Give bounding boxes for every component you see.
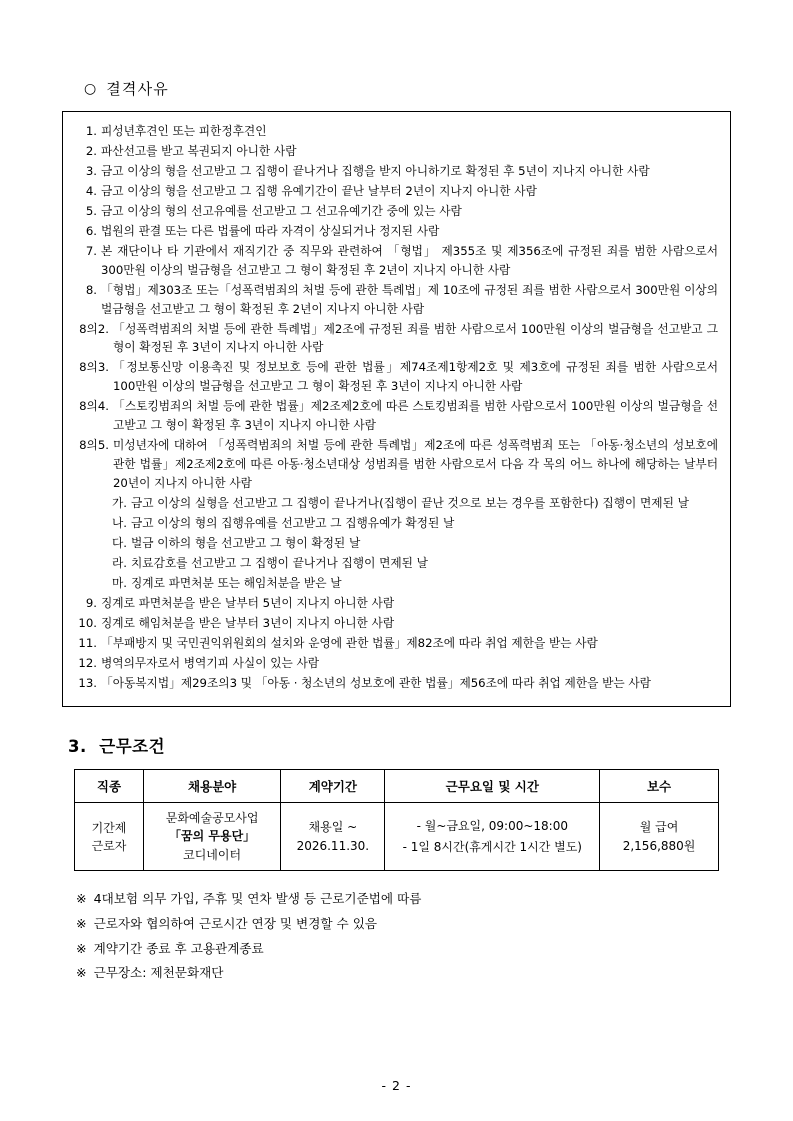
header-period: 계약기간 [281,769,385,802]
list-item-number: 마. [111,575,127,590]
list-item-number: 4. [85,183,97,198]
list-item [75,222,718,241]
list-item-number: 8의4. [79,399,109,414]
cell-job-type [75,802,144,871]
pay-line1: 월 급여 [639,819,679,834]
list-item [75,281,718,319]
cell-period [281,802,385,871]
list-item-number: 2. [85,143,97,158]
list-item [75,162,718,181]
list-item-text: 「부패방지 및 국민권익위원회의 설치와 운영에 관한 법률」제82조에 따라 취업 제한을 받는 사람 [101,635,598,650]
section-title-text: 근무조건 [99,736,166,756]
list-item-number: 8. [85,282,97,297]
list-item-number: 다. [111,536,127,551]
reference-mark-icon: ※ [76,915,87,931]
section-number: 3. [68,736,87,756]
table-row [75,802,719,871]
notes-list [76,887,717,985]
list-item [75,142,718,161]
list-item [75,202,718,221]
disqualification-heading [84,78,733,99]
page-number: - 2 - [381,1078,412,1093]
list-item-text: 징계로 파면처분을 받은 날부터 5년이 지나지 아니한 사람 [101,595,395,610]
field-line2: 「꿈의 무용단」 [169,829,256,844]
list-item-number: 가. [111,496,127,511]
period-line2: 2026.11.30. [296,838,370,853]
cell-days-hours [385,802,600,871]
header-days-hours: 근무요일 및 시간 [385,769,600,802]
list-item-text: 치료감호를 선고받고 그 집행이 끝나거나 집행이 면제된 날 [131,555,428,570]
job-type-line2: 근로자 [91,838,127,853]
header-field: 채용분야 [144,769,281,802]
disqualification-box [62,111,731,707]
list-item-number: 라. [111,555,127,570]
list-item-number: 8의2. [79,321,109,336]
list-item-text: 금고 이상의 형의 선고유예를 선고받고 그 선고유예기간 중에 있는 사람 [101,203,462,218]
list-item [97,494,718,513]
field-line3: 코디네이터 [183,847,242,862]
list-item-number: 나. [111,516,127,531]
note-text: 근무장소: 제천문화재단 [93,965,224,981]
list-item-text: 병역의무자로서 병역기피 사실이 있는 사람 [101,655,320,670]
list-item-number: 7. [85,243,97,258]
job-type-line1: 기간제 [91,820,127,835]
list-item-number: 5. [85,203,97,218]
list-item-number: 8의3. [79,360,109,375]
list-item [97,554,718,573]
circle-bullet-icon: ○ [84,80,97,97]
note-text: 계약기간 종료 후 고용관계종료 [93,940,264,956]
list-item [75,397,718,435]
note-item [76,961,717,986]
list-item-text: 「정보통신망 이용촉진 및 정보보호 등에 관한 법률」제74조제1항제2호 및 제3호에 규정된 죄를 범한 사람으로서 100만원 이상의 벌금형을 선고받고 그 형이 확정된 후 3년이 지나지 아니한 사람 [113,360,718,394]
page-footer [0,1078,793,1093]
list-item [75,182,718,201]
list-item-number: 13. [78,675,97,690]
list-item-text: 「아동복지법」제29조의3 및 「아동 · 청소년의 성보호에 관한 법률」제56조에 따라 취업 제한을 받는 사람 [101,675,651,690]
list-item-number: 3. [85,163,97,178]
work-conditions-table-wrap [74,769,719,872]
days-line2: - 1일 8시간(휴게시간 1시간 별도) [402,839,582,854]
list-item [75,614,718,633]
list-item-text: 금고 이상의 형의 집행유예를 선고받고 그 집행유예가 확정된 날 [131,516,455,531]
list-item-text: 피성년후견인 또는 피한정후견인 [101,124,267,138]
disqualification-list [75,122,718,693]
list-item [75,634,718,653]
list-item [75,654,718,673]
list-item-text: 「형법」제303조 또는「성폭력범죄의 처벌 등에 관한 특례법」제 10조에 규정된 죄를 범한 사람으로서 300만원 이상의 벌금형을 선고받고 그 형이 확정된 후 2년이 지나지 아니한 사람 [101,282,718,316]
list-item [75,594,718,613]
list-item [75,358,718,396]
disqualification-heading-text: 결격사유 [106,80,169,98]
list-item [97,534,718,553]
list-item-text: 「스토킹범죄의 처벌 등에 관한 법률」제2조제2호에 따른 스토킹범죄를 범한 사람으로서 100만원 이상의 벌금형을 선고받고 그 형이 확정된 후 3년이 지나지 아니한 사람 [113,399,718,433]
table-header-row [75,769,719,802]
list-item [75,320,718,358]
list-item-text: 「성폭력범죄의 처벌 등에 관한 특례법」제2조에 규정된 죄를 범한 사람으로서 100만원 이상의 벌금형을 선고받고 그 형이 확정된 후 3년이 지나지 아니한 사람 [113,321,718,355]
list-item-number: 10. [78,615,97,630]
cell-field [144,802,281,871]
page-title [68,733,733,757]
list-item-number: 8의5. [79,438,109,453]
list-item-text: 금고 이상의 형을 선고받고 그 집행이 끝나거나 집행을 받지 아니하기로 확정된 후 5년이 지나지 아니한 사람 [101,163,650,178]
list-item-text: 벌금 이하의 형을 선고받고 그 형이 확정된 날 [131,536,361,551]
note-text: 4대보험 의무 가입, 주휴 및 연차 발생 등 근로기준법에 따름 [93,891,422,907]
list-item [97,514,718,533]
period-line1: 채용일 ~ [308,819,358,834]
note-item [76,912,717,937]
list-item-text: 징계로 파면처분 또는 해임처분을 받은 날 [131,575,342,590]
list-item-number: 11. [78,635,97,650]
list-item [75,122,718,141]
work-conditions-table [74,769,719,872]
list-item-text: 금고 이상의 실형을 선고받고 그 집행이 끝나거나(집행이 끝난 것으로 보는 경우를 포함한다) 집행이 면제된 날 [131,496,689,511]
pay-line2: 2,156,880원 [622,838,696,853]
list-item-number: 9. [85,595,97,610]
field-line1: 문화예술공모사업 [165,810,259,825]
reference-mark-icon: ※ [76,891,87,907]
list-item-text: 징계로 해임처분을 받은 날부터 3년이 지나지 아니한 사람 [101,615,395,630]
reference-mark-icon: ※ [76,940,87,956]
list-item [97,574,718,593]
reference-mark-icon: ※ [76,965,87,981]
list-item [75,674,718,693]
list-item-text: 미성년자에 대하여 「성폭력범죄의 처벌 등에 관한 특례법」제2조에 따른 성폭력범죄 또는 「아동·청소년의 성보호에 관한 법률」제2조제2호에 따른 아동·청소년대상 성범죄를 범한 사람으로서 다음 각 목의 어느 하나에 해당하는 날부터 20년이 지나지 아니한 사람 [113,438,718,491]
header-pay: 보수 [600,769,719,802]
list-item [75,436,718,493]
note-item [76,937,717,962]
cell-pay [600,802,719,871]
list-item-number: 12. [78,655,97,670]
list-item-text: 금고 이상의 형을 선고받고 그 집행 유예기간이 끝난 날부터 2년이 지나지 아니한 사람 [101,183,537,198]
list-item [75,242,718,280]
note-item [76,887,717,912]
header-job-type: 직종 [75,769,144,802]
list-item-text: 파산선고를 받고 복권되지 아니한 사람 [101,143,297,158]
note-text: 근로자와 협의하여 근로시간 연장 및 변경할 수 있음 [93,915,378,931]
list-item-number: 1. [85,124,97,138]
list-item-text: 법원의 판결 또는 다른 법률에 따라 자격이 상실되거나 정지된 사람 [101,223,440,238]
days-line1: - 월~금요일, 09:00~18:00 [416,818,568,833]
list-item-text: 본 재단이나 타 기관에서 재직기간 중 직무와 관련하여 「형법」 제355조 및 제356조에 규정된 죄를 범한 사람으로서 300만원 이상의 벌금형을 선고받고 그 형이 확정된 후 2년이 지나지 아니한 사람 [101,243,718,277]
list-item-number: 6. [85,223,97,238]
